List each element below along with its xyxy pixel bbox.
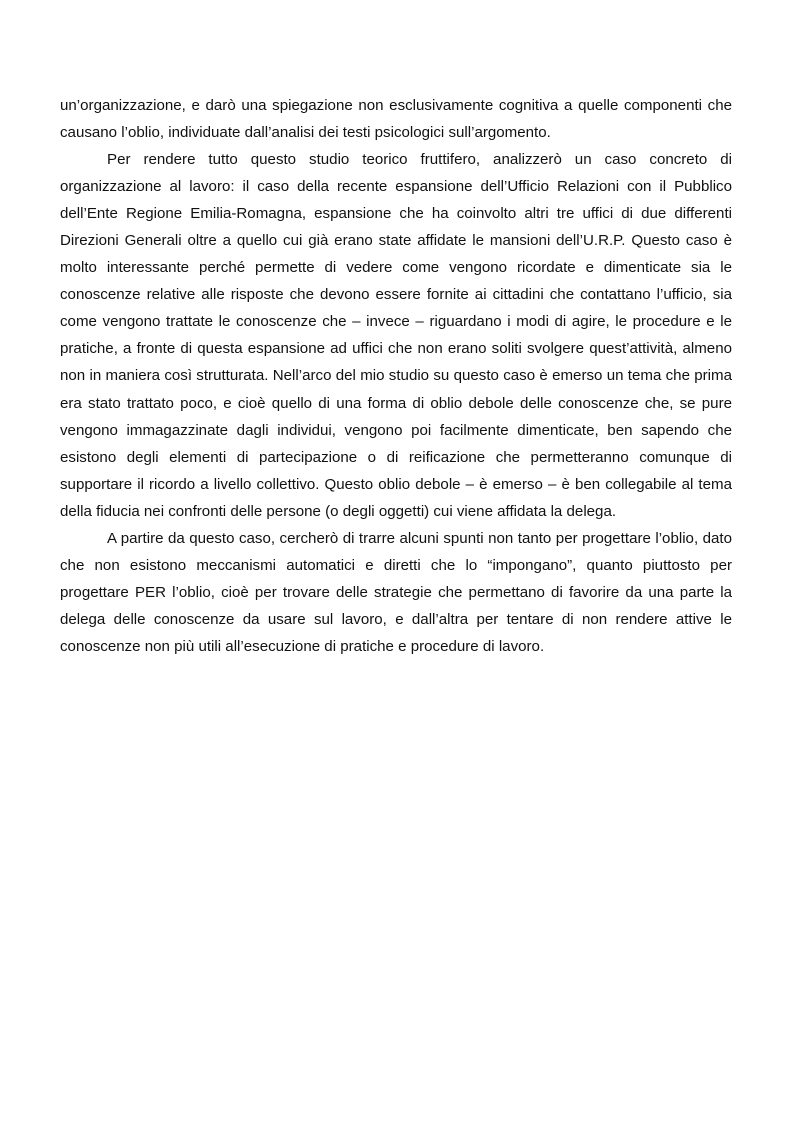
- paragraph-2: Per rendere tutto questo studio teorico fruttifero, analizzerò un caso concreto di organizzazione al lavoro: il caso della recente espansione dell’Ufficio Relazioni con il Pubblico dell’Ente Regione Emilia-Romagna, espansione che ha coinvolto altri tre uffici di due differenti Direzioni Generali oltre a quello cui già erano state affidate le mansioni dell’U.R.P. Questo caso è molto interessante perché permette di vedere come vengono ricordate e dimenticate sia le conoscenze relative alle risposte che devono essere fornite ai cittadini che contattano l’ufficio, sia come vengono trattate le conoscenze che – invece – riguardano i modi di agire, le procedure e le pratiche, a fronte di questa espansione ad uffici che non erano soliti svolgere quest’attività, almeno non in maniera così strutturata. Nell’arco del mio studio su questo caso è emerso un tema che prima era stato trattato poco, e cioè quello di una forma di oblio debole delle conoscenze che, se pure vengono immagazzinate dagli individui, vengono poi facilmente dimenticate, ben sapendo che esistono degli elementi di partecipazione o di reificazione che permetteranno comunque di supportare il ricordo a livello collettivo. Questo oblio debole – è emerso – è ben collegabile al tema della fiducia nei confronti delle persone (o degli oggetti) cui viene affidata la delega.: [60, 151, 732, 520]
- paragraph-1: un’organizzazione, e darò una spiegazione non esclusivamente cognitiva a quelle componenti che causano l’oblio, individuate dall’analisi dei testi psicologici sull’argomento.: [60, 97, 732, 142]
- body-text: [60, 92, 732, 660]
- paragraph-3: A partire da questo caso, cercherò di trarre alcuni spunti non tanto per progettare l’oblio, dato che non esistono meccanismi automatici e diretti che lo “impongano”, quanto piuttosto per progettare PER l’oblio, cioè per trovare delle strategie che permettano di favorire da una parte la delega delle conoscenze da usare sul lavoro, e dall’altra per tentare di non rendere attive le conoscenze non più utili all’esecuzione di pratiche e procedure di lavoro.: [60, 529, 732, 655]
